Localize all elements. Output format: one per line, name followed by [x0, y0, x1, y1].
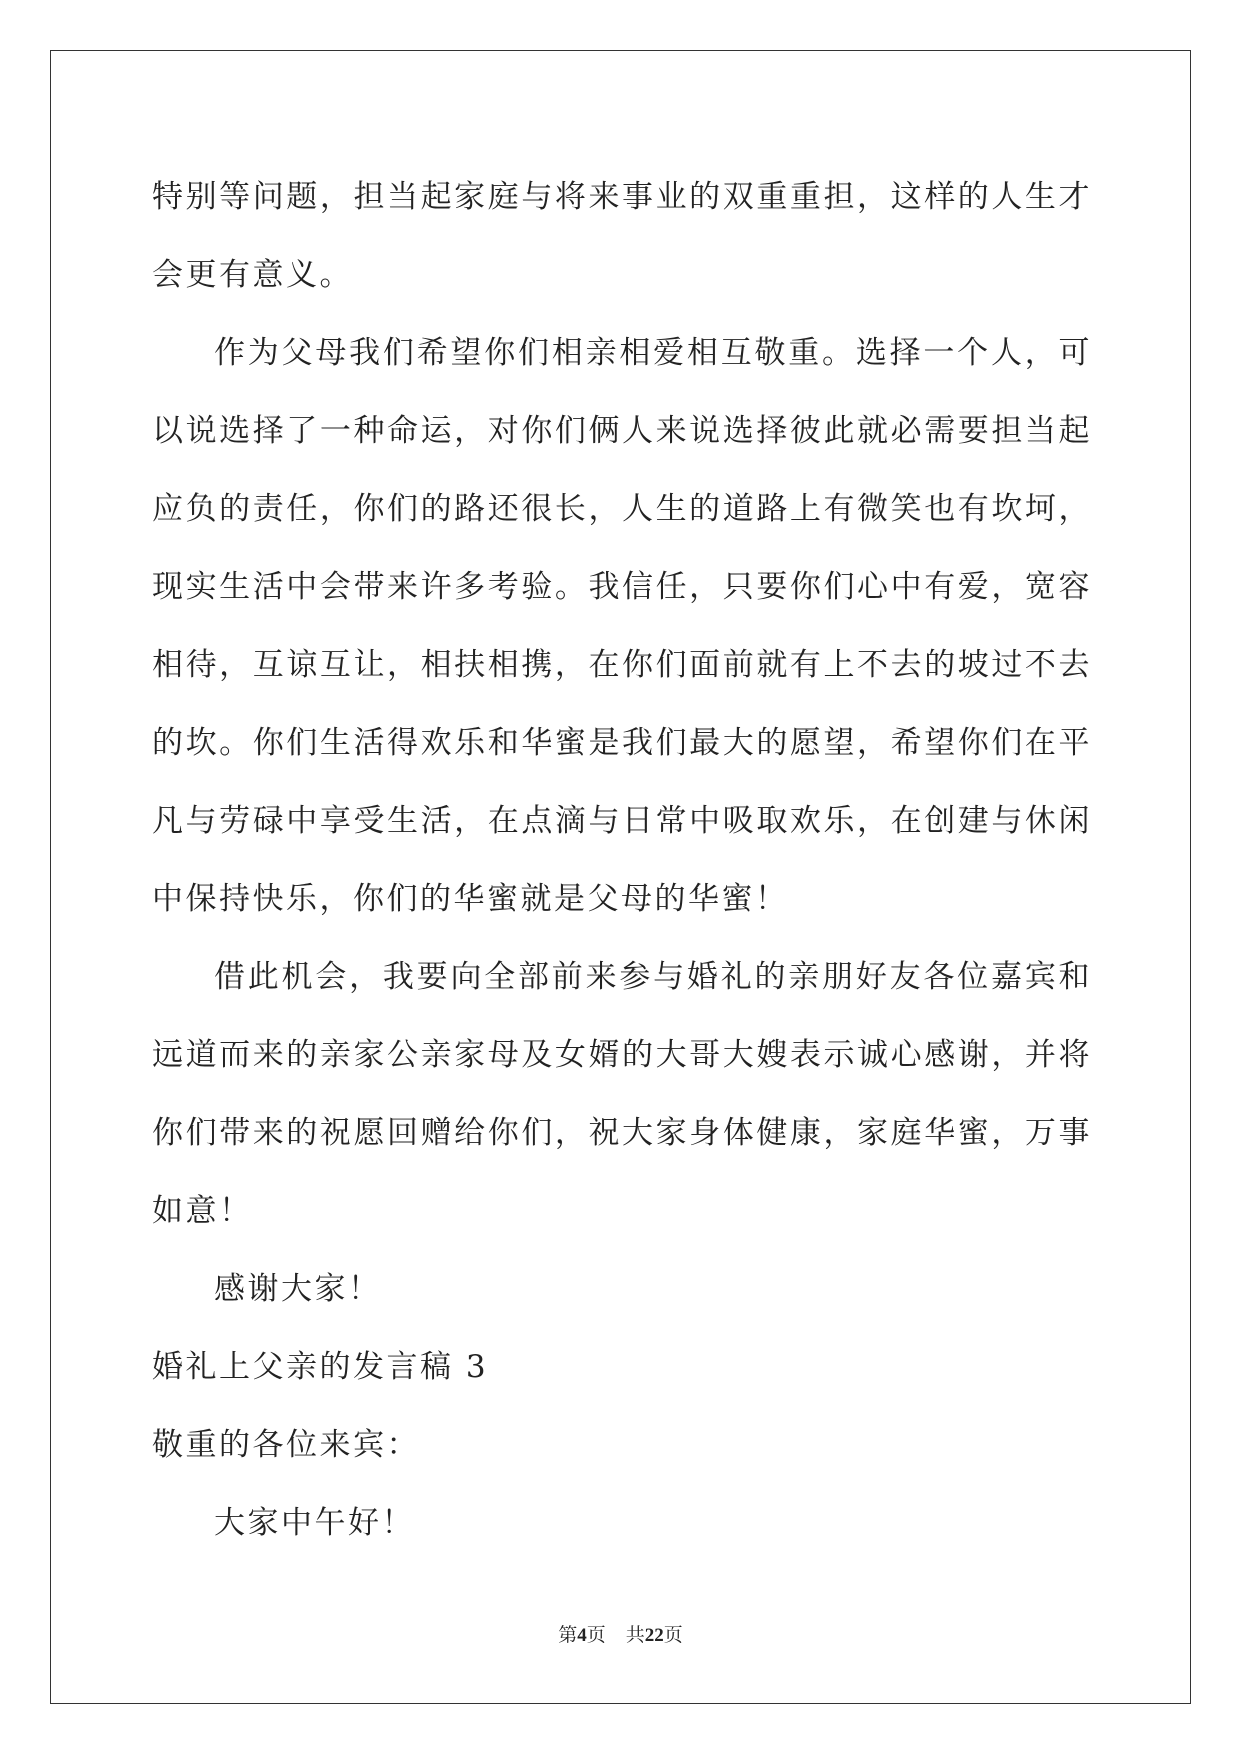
paragraph-4: 感谢大家！ [214, 1271, 382, 1307]
section-heading: 婚礼上父亲的发言稿 3 [152, 1349, 489, 1385]
document-body [152, 158, 1092, 1562]
footer-total-prefix: 共 [625, 1625, 645, 1646]
current-page-number: 4 [577, 1625, 587, 1646]
salutation: 敬重的各位来宾： [152, 1427, 420, 1463]
paragraph-3: 借此机会，我要向全部前来参与婚礼的亲朋好友各位嘉宾和远道而来的亲家公亲家母及女婿的大哥大嫂表示诚心感谢，并将你们带来的祝愿回赠给你们，祝大家身体健康，家庭华蜜，万事如意！ [152, 959, 1092, 1229]
footer-prefix: 第 [558, 1625, 578, 1646]
footer-page-word: 页 [586, 1625, 606, 1646]
greeting: 大家中午好！ [214, 1505, 415, 1541]
footer-total-suffix: 页 [663, 1625, 683, 1646]
paragraph-1: 特别等问题，担当起家庭与将来事业的双重重担，这样的人生才会更有意义。 [152, 179, 1092, 293]
paragraph-2: 作为父母我们希望你们相亲相爱相互敬重。选择一个人，可以说选择了一种命运，对你们俩人来说选择彼此就必需要担当起应负的责任，你们的路还很长，人生的道路上有微笑也有坎坷，现实生活中会带来许多考验。我信任，只要你们心中有爱，宽容相待，互谅互让，相扶相携，在你们面前就有上不去的坡过不去的坎。你们生活得欢乐和华蜜是我们最大的愿望，希望你们在平凡与劳碌中享受生活，在点滴与日常中吸取欢乐，在创建与休闲中保持快乐，你们的华蜜就是父母的华蜜！ [152, 335, 1092, 917]
total-pages-number: 22 [644, 1625, 664, 1646]
page-footer [0, 1620, 1241, 1647]
